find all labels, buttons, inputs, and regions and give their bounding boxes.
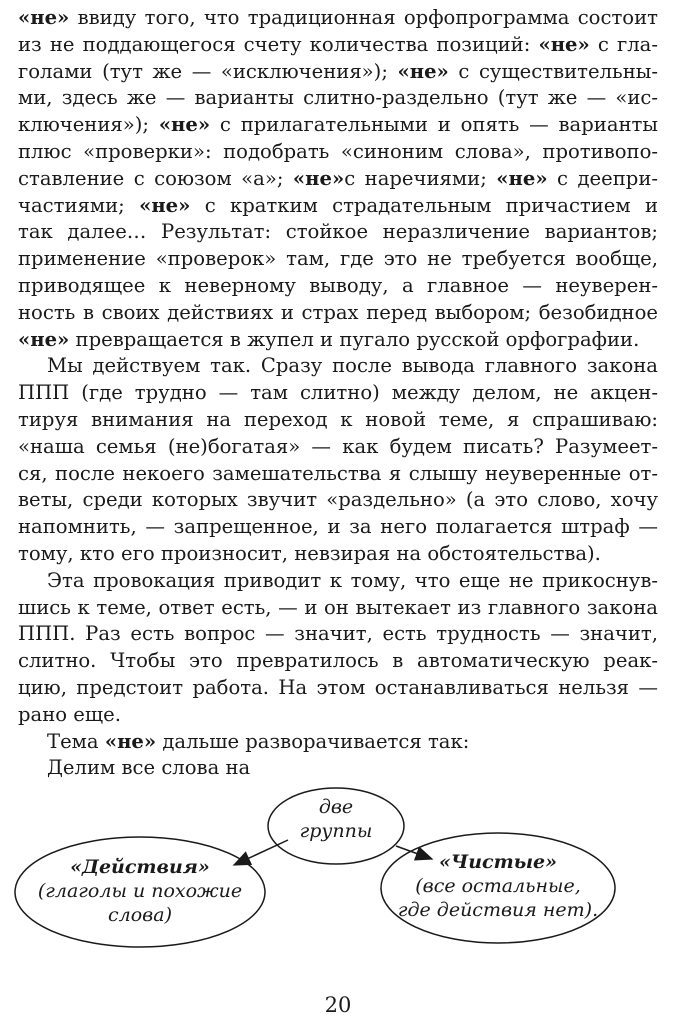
- text-run: «наша семья (не)богатая» — как будем писать? Разумеет-: [18, 434, 658, 458]
- text-run: рано еще.: [18, 702, 121, 726]
- text-line: [18, 568, 658, 595]
- text-line: [18, 702, 658, 729]
- bold-term: «не»: [158, 113, 211, 137]
- text-line: [18, 246, 658, 273]
- text-line: [18, 729, 658, 756]
- text-line: [18, 595, 658, 622]
- text-run: ми, здесь же — варианты слитно-раздельно (тут же — «ис-: [18, 86, 658, 110]
- text-run: Тема: [47, 729, 105, 753]
- text-run: тируя внимания на переход к новой теме, я спрашиваю:: [18, 407, 658, 431]
- text-line: [18, 675, 658, 702]
- text-line: [18, 32, 658, 59]
- top-node-line2: группы: [299, 820, 373, 842]
- text-line: [18, 541, 658, 568]
- text-line: [18, 59, 658, 86]
- top-node-label: [286, 795, 386, 843]
- paragraph: [18, 5, 658, 353]
- text-run: веты, среди которых звучит «раздельно» (а это слово, хочу: [18, 488, 658, 512]
- text-run: Делим все слова на: [47, 756, 251, 780]
- text-line: [18, 5, 658, 32]
- text-run: ставление с союзом «а»;: [18, 166, 293, 190]
- text-line: [18, 300, 658, 327]
- bold-term: «не»: [292, 166, 345, 190]
- text-run: шись к теме, ответ есть, — и он вытекает из главного закона: [18, 595, 658, 619]
- text-run: дальше разворачивается так:: [156, 729, 470, 753]
- text-line: [18, 139, 658, 166]
- text-run: тому, кто его произносит, невзирая на обстоятельства).: [18, 541, 601, 565]
- text-line: [18, 166, 658, 193]
- text-run: цию, предстоит работа. На этом останавливаться нельзя —: [18, 675, 658, 699]
- text-run: с прилагательными и опять — варианты: [210, 113, 658, 137]
- text-line: [18, 755, 658, 782]
- left-node-line2: (глаголы и похожие: [37, 880, 243, 902]
- text-line: [18, 219, 658, 246]
- body-text: [18, 5, 658, 782]
- text-run: ППП. Раз есть вопрос — значит, есть трудность — значит,: [18, 622, 658, 646]
- bold-term: «не»: [104, 729, 157, 753]
- left-node-line3: слова): [108, 904, 172, 926]
- left-node-label: [20, 855, 260, 927]
- text-run: напомнить, — запрещенное, и за него полагается штраф —: [18, 515, 658, 539]
- text-line: [18, 514, 658, 541]
- text-run: ность в своих действиях и страх перед выбором; безобидное: [18, 300, 658, 324]
- paragraph: [18, 568, 658, 729]
- bold-term: «не»: [397, 59, 449, 83]
- text-run: так далее… Результат: стойкое неразличение вариантов;: [18, 220, 658, 244]
- left-node-title: «Действия»: [70, 856, 210, 878]
- text-run: частиями;: [18, 193, 140, 217]
- top-node-line1: две: [318, 796, 354, 818]
- text-run: слитно. Чтобы это превратилось в автоматическую реак-: [18, 649, 658, 673]
- text-line: [18, 487, 658, 514]
- text-run: ключения»);: [18, 113, 159, 137]
- bold-term: «не»: [538, 32, 590, 56]
- text-line: [18, 648, 658, 675]
- text-line: [18, 407, 658, 434]
- right-node-line3: где действия нет).: [397, 899, 599, 921]
- paragraph: [18, 353, 658, 567]
- text-run: с наречиями;: [344, 166, 497, 190]
- right-node-title: «Чистые»: [438, 851, 557, 873]
- text-run: ввиду того, что традиционная орфопрограмма состоит: [69, 6, 658, 29]
- text-run: Мы действуем так. Сразу после вывода главного закона: [47, 354, 658, 378]
- text-line: [18, 85, 658, 112]
- bold-term: «не»: [18, 327, 70, 351]
- paragraph: [18, 729, 658, 756]
- bold-term: «не»: [18, 6, 70, 29]
- paragraph: [18, 755, 658, 782]
- text-run: из не поддающегося счету количества позиций:: [18, 32, 539, 56]
- text-line: [18, 193, 658, 220]
- groups-diagram: [0, 780, 676, 970]
- bold-term: «не»: [496, 166, 548, 190]
- text-line: [18, 353, 658, 380]
- text-run: с кратким страдательным причастием и: [190, 193, 659, 217]
- text-line: [18, 434, 658, 461]
- text-run: с гла-: [589, 32, 658, 56]
- page-number: 20: [324, 993, 352, 1017]
- text-line: [18, 461, 658, 488]
- text-run: приводящее к неверному выводу, а главное — неуверен-: [18, 273, 658, 297]
- text-run: плюс «проверки»: подобрать «синоним слова», противопо-: [18, 139, 658, 163]
- bold-term: «не»: [139, 193, 191, 217]
- right-node-label: [383, 850, 613, 922]
- text-line: [18, 621, 658, 648]
- right-node-line2: (все остальные,: [415, 875, 581, 897]
- text-line: [18, 273, 658, 300]
- text-run: ППП (где трудно — там слитно) между делом, не акцен-: [18, 381, 658, 405]
- text-line: [18, 380, 658, 407]
- text-run: применение «проверок» там, где это не требуется вообще,: [18, 247, 658, 271]
- text-line: [18, 327, 658, 354]
- text-run: с существительны-: [448, 59, 658, 83]
- text-run: ся, после некоего замешательства я слышу неуверенные от-: [18, 461, 658, 485]
- text-line: [18, 112, 658, 139]
- text-run: голами (тут же — «исключения»);: [18, 59, 398, 83]
- text-run: Эта провокация приводит к тому, что еще не прикоснув-: [47, 568, 658, 592]
- text-run: с деепри-: [547, 166, 659, 190]
- text-run: превращается в жупел и пугало русской орфографии.: [69, 327, 640, 351]
